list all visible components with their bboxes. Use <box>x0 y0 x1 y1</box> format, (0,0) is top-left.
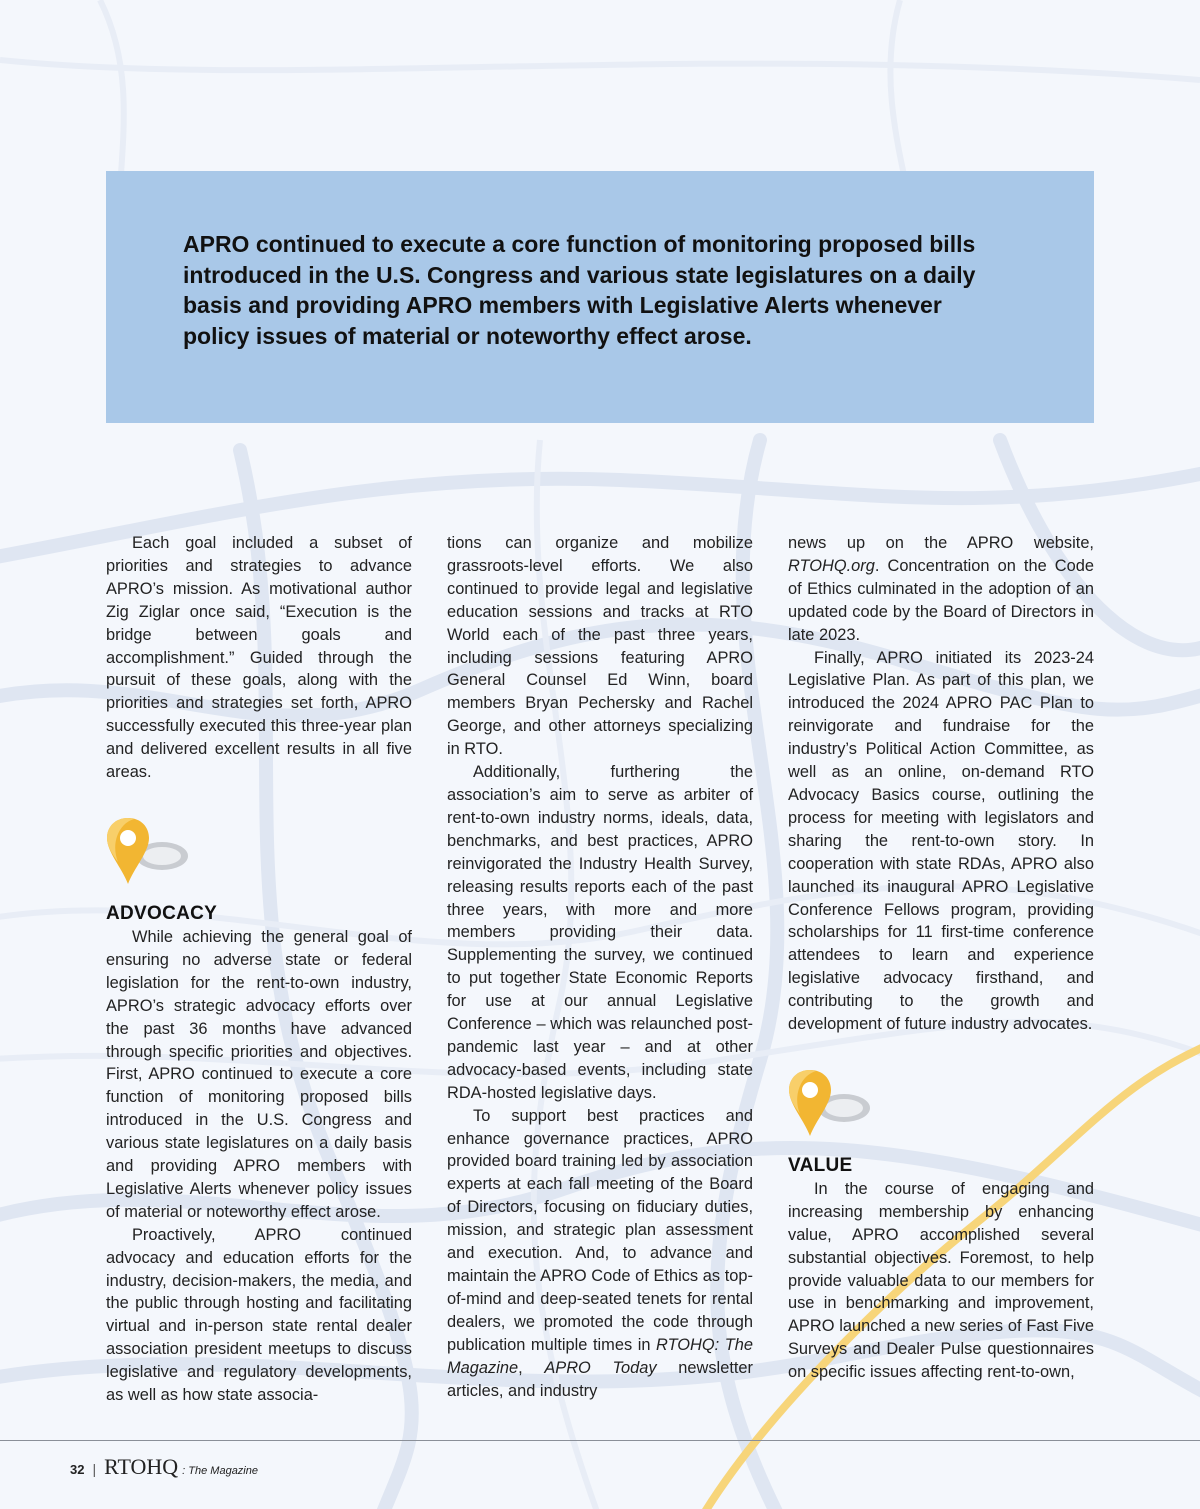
value-paragraph-1: In the course of engaging and increasing membership by enhancing value, APRO accomplished several substantial objectives. Foremost, to help provide valuable data to our members for use in benchmarking and improvement, APRO launched a new series of Fast Five Surveys and Dealer Pulse questionnaires on specific issues affecting rent-to-own, <box>788 1179 1094 1382</box>
advocacy-paragraph-2: Proactively, APRO continued advocacy and education efforts for the industry, decision-makers, the media, and the public through hosting and facilitating virtual and in-person state rental dealer association president meetups to discuss legislative and regulatory developments, as well as how state associa- <box>106 1225 412 1405</box>
newsletter-title: APRO Today <box>544 1358 657 1377</box>
magazine-logo: RTOHQ <box>104 1454 179 1479</box>
footer-separator: | <box>92 1461 97 1477</box>
footer-divider <box>0 1440 1200 1441</box>
magazine-subtitle: : The Magazine <box>182 1465 258 1477</box>
column2-paragraph-2: Additionally, furthering the association’s aim to serve as arbiter of rent-to-own industry norms, ideals, data, benchmarks, and best practices, APRO reinvigorated the Industry Health Survey, releasing results reports each of the past three years, with more and more members providing their data. Supplementing the survey, we continued to put together State Economic Reports for use at our annual Legislative Conference – which was relaunched post-pandemic last year – and at other advocacy-based events, including state RDA-hosted legislative days. <box>447 763 753 1102</box>
map-pin-icon <box>106 816 190 888</box>
page-footer <box>70 1454 258 1480</box>
column-2 <box>447 532 753 1402</box>
map-pin-icon <box>788 1068 872 1140</box>
section-heading-advocacy: ADVOCACY <box>106 902 218 924</box>
intro-paragraph: Each goal included a subset of priorities and strategies to advance APRO’s mission. As motivational author Zig Ziglar once said, “Execution is the bridge between goals and accomplishment.” Guided through the pursuit of these goals, along with the priorities and strategies set forth, APRO successfully executed this three-year plan and delivered excellent results in all five areas. <box>106 534 412 782</box>
column3-paragraph-2: Finally, APRO initiated its 2023-24 Legislative Plan. As part of this plan, we introduced the 2024 APRO PAC Plan to reinvigorate and fundraise for the industry’s Political Action Committee, as well as an online, on-demand RTO Advocacy Basics course, outlining the process for meeting with legislators and sharing the rent-to-own story. In cooperation with state RDAs, APRO also launched its inaugural APRO Legislative Conference Fellows program, providing scholarships for 11 first-time conference attendees to learn and experience legislative advocacy firsthand, and contributing to the growth and development of future industry advocates. <box>788 648 1094 1034</box>
column3-paragraph-1: news up on the APRO website, RTOHQ.org. Concentration on the Code of Ethics culminated in the adoption of an updated code by the Board of Directors in late 2023. <box>788 534 1094 644</box>
pull-quote-text: APRO continued to execute a core function of monitoring proposed bills introduced in the U.S. Congress and various state legislatures on a daily basis and providing APRO members with Legislative Alerts whenever policy issues of material or noteworthy effect arose. <box>183 231 976 349</box>
advocacy-paragraph-1: While achieving the general goal of ensuring no adverse state or federal legislation for the rent-to-own industry, APRO’s strategic advocacy efforts over the past 36 months have advanced through specific priorities and objectives. First, APRO continued to execute a core function of monitoring proposed bills introduced in the U.S. Congress and various state legislatures on a daily basis and providing APRO members with Legislative Alerts whenever policy issues of material or noteworthy effect arose. <box>106 927 412 1221</box>
section-heading-value: VALUE <box>788 1154 853 1176</box>
column2-paragraph-1: tions can organize and mobilize grassroots-level efforts. We also continued to provide legal and legislative education sessions and tracks at RTO World each of the past three years, including sessions featuring APRO General Counsel Ed Winn, board members Bryan Pechersky and Rachel George, and other attorneys specializing in RTO. <box>447 534 753 759</box>
column2-paragraph-3: To support best practices and enhance governance practices, APRO provided board training led by association experts at each fall meeting of the Board of Directors, focusing on fiduciary duties, mission, and strategic plan assessment and execution. And, to advance and maintain the APRO Code of Ethics as top-of-mind and deep-seated tenets for rental dealers, we promoted the code through publication multiple times in RTOHQ: The Magazine, APRO Today newsletter articles, and industry <box>447 1106 753 1400</box>
column-1 <box>106 532 412 1407</box>
pull-quote-box <box>106 171 1094 423</box>
website-name: RTOHQ.org <box>788 556 875 575</box>
magazine-title: RTOHQ: The Magazine <box>447 1335 753 1377</box>
page-number: 32 <box>70 1462 85 1477</box>
column-3 <box>788 532 1094 1384</box>
